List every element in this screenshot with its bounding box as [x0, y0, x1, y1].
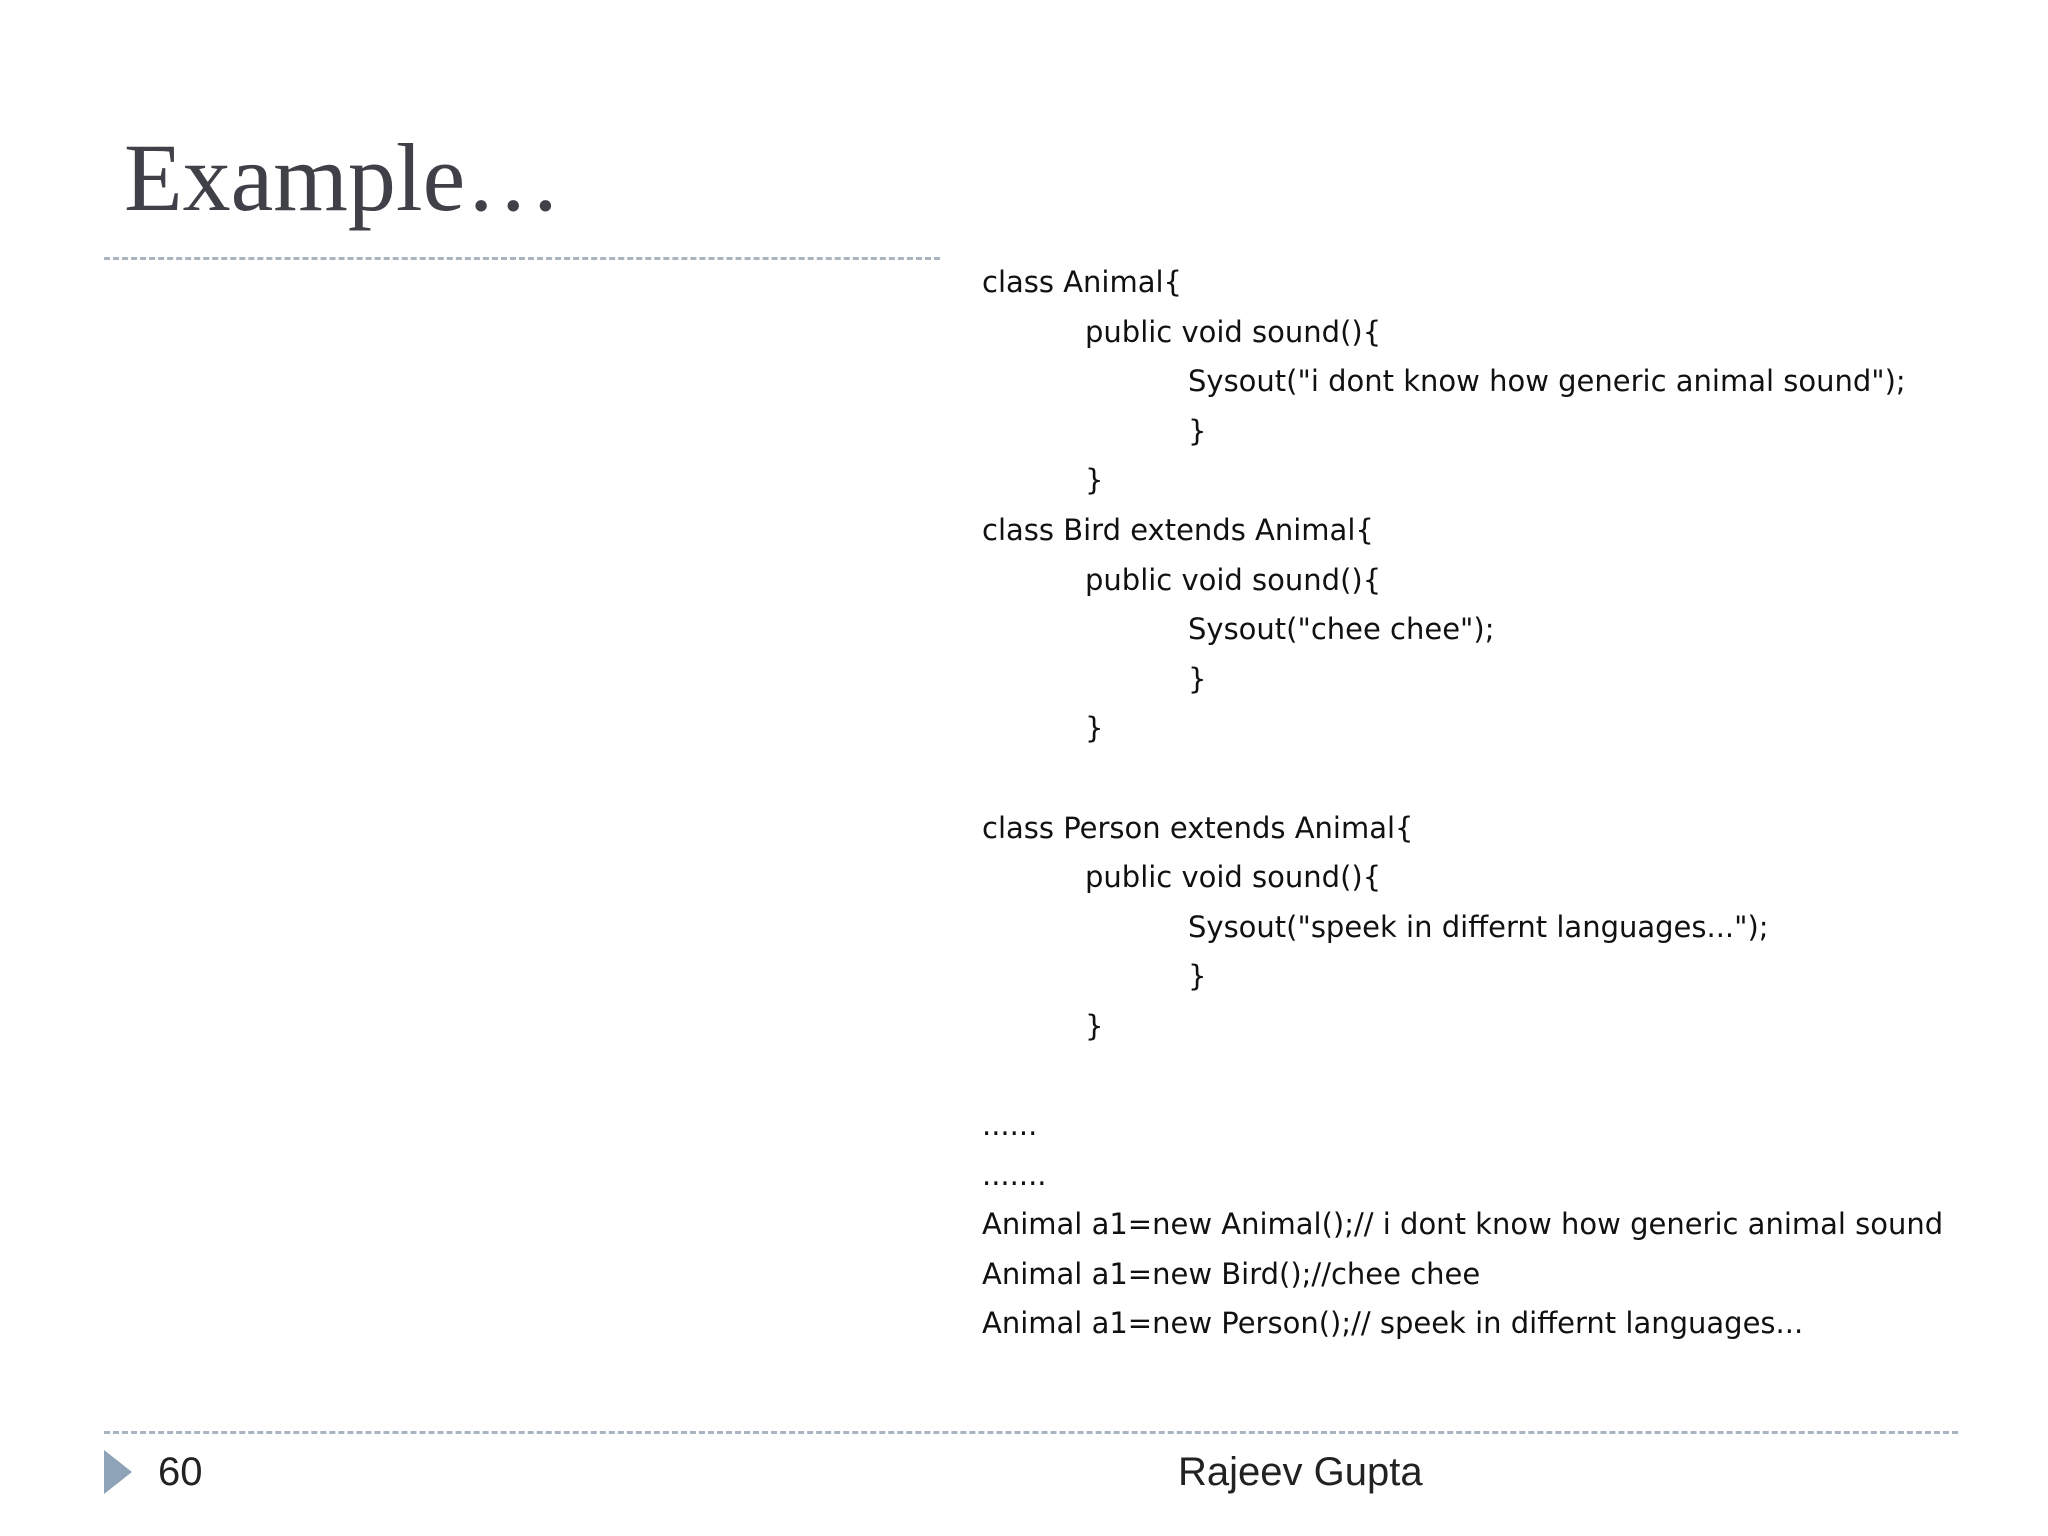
code-line: public void sound(){ — [1085, 314, 1382, 349]
code-line: class Animal{ — [982, 265, 1183, 299]
code-line: Animal a1=new Animal();// i dont know how generic animal sound — [982, 1207, 1944, 1242]
code-line: } — [1085, 711, 1104, 746]
code-line: } — [1085, 463, 1104, 498]
footer-author: Rajeev Gupta — [1178, 1450, 1423, 1494]
code-line: class Person extends Animal{ — [982, 810, 1414, 845]
code-line: } — [1188, 661, 1207, 696]
triangle-bullet-icon — [104, 1450, 132, 1494]
code-line: } — [1188, 413, 1207, 448]
code-line: Sysout("speek in differnt languages..."); — [1188, 909, 1769, 944]
code-line: public void sound(){ — [1085, 860, 1382, 895]
code-line: ...... — [982, 1108, 1038, 1143]
page-number: 60 — [158, 1450, 203, 1494]
code-line: ....... — [982, 1157, 1047, 1192]
code-line: public void sound(){ — [1085, 562, 1382, 597]
footer-divider — [104, 1431, 1958, 1434]
code-line: Sysout("chee chee"); — [1188, 612, 1495, 647]
code-line: Animal a1=new Person();// speek in differnt languages... — [982, 1306, 1804, 1341]
code-line-blank — [982, 754, 1982, 804]
code-line-blank — [982, 1052, 1982, 1102]
slide-title: Example… — [124, 124, 562, 231]
code-line: Animal a1=new Bird();//chee chee — [982, 1256, 1481, 1291]
code-line: class Bird extends Animal{ — [982, 512, 1374, 547]
code-block — [982, 258, 1982, 1349]
code-line: } — [1188, 959, 1207, 994]
code-line: } — [1085, 1008, 1104, 1043]
title-divider — [104, 257, 940, 260]
code-line: Sysout("i dont know how generic animal sound"); — [1188, 364, 1906, 399]
